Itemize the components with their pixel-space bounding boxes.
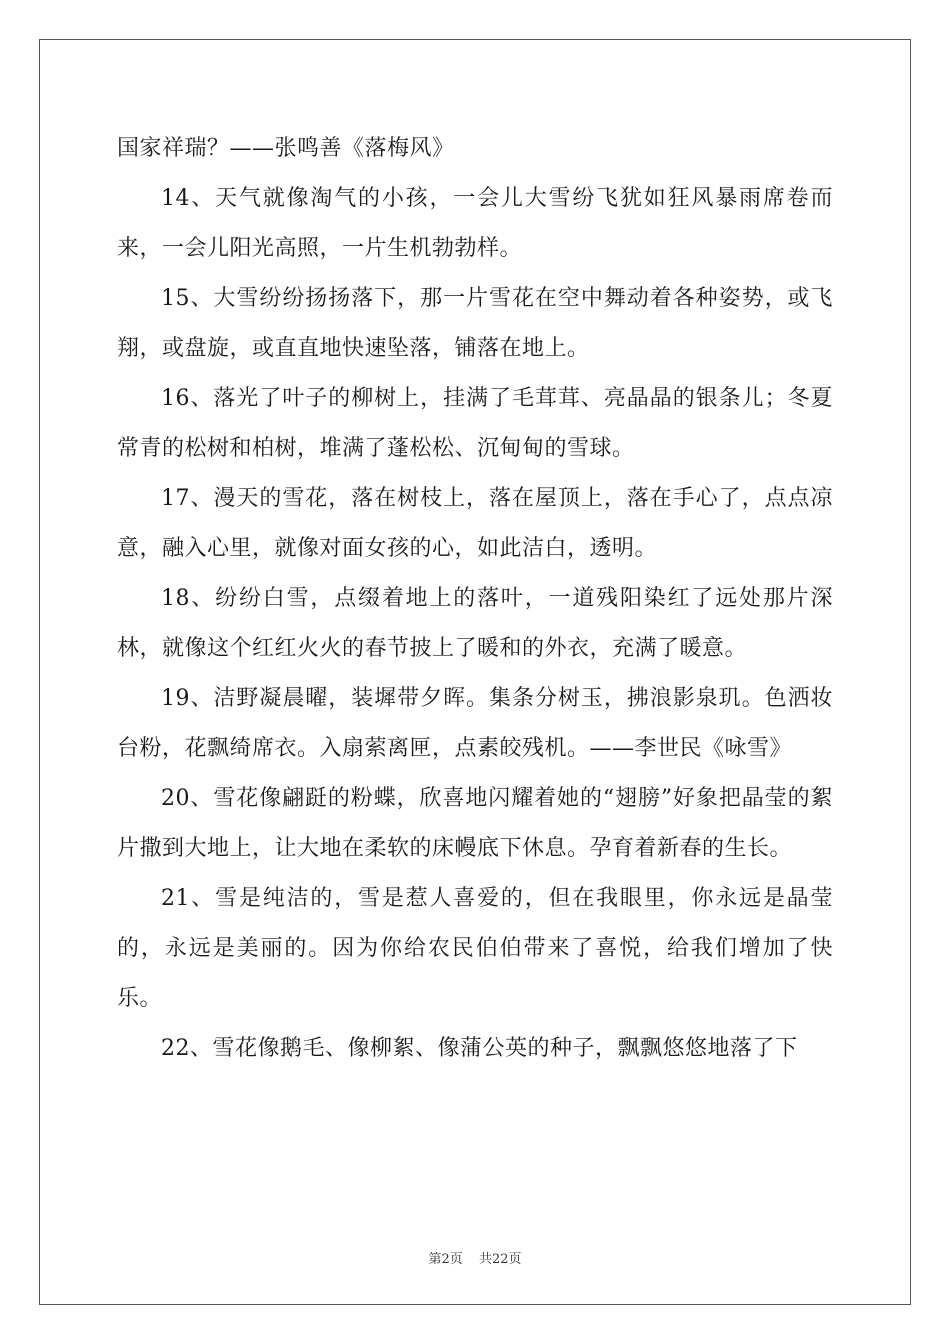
paragraph-18: 18、纷纷白雪，点缀着地上的落叶，一道残阳染红了远处那片深林，就像这个红红火火的春节披上了暖和的外衣，充满了暖意。 — [117, 586, 833, 661]
page-footer — [0, 1248, 950, 1267]
paragraph-15: 15、大雪纷纷扬扬落下，那一片雪花在空中舞动着各种姿势，或飞翔，或盘旋，或直直地快速坠落，铺落在地上。 — [117, 286, 833, 361]
page-number: 第2页 — [428, 1252, 463, 1267]
paragraph-continuation: 国家祥瑞？——张鸣善《落梅风》 — [117, 136, 455, 161]
paragraph-19: 19、洁野凝晨曜，装墀带夕晖。集条分树玉，拂浪影泉玑。色洒妆台粉，花飘绮席衣。入扇萦离匣，点素皎残机。——李世民《咏雪》 — [117, 686, 833, 761]
paragraph-22: 22、雪花像鹅毛、像柳絮、像蒲公英的种子，飘飘悠悠地落了下 — [161, 1036, 798, 1061]
page-total: 共22页 — [478, 1252, 522, 1267]
paragraph-16: 16、落光了叶子的柳树上，挂满了毛茸茸、亮晶晶的银条儿；冬夏常青的松树和柏树，堆满了蓬松松、沉甸甸的雪球。 — [117, 386, 833, 461]
document-body — [117, 124, 833, 1074]
paragraph-14: 14、天气就像淘气的小孩，一会儿大雪纷飞犹如狂风暴雨席卷而来，一会儿阳光高照，一片生机勃勃样。 — [117, 186, 833, 261]
paragraph-17: 17、漫天的雪花，落在树枝上，落在屋顶上，落在手心了，点点凉意，融入心里，就像对面女孩的心，如此洁白，透明。 — [117, 486, 833, 561]
paragraph-20: 20、雪花像翩跹的粉蝶，欣喜地闪耀着她的“翅膀”好象把晶莹的絮片撒到大地上，让大地在柔软的床幔底下休息。孕育着新春的生长。 — [117, 786, 833, 861]
paragraph-21: 21、雪是纯洁的，雪是惹人喜爱的，但在我眼里，你永远是晶莹的，永远是美丽的。因为你给农民伯伯带来了喜悦，给我们增加了快乐。 — [117, 886, 833, 1011]
